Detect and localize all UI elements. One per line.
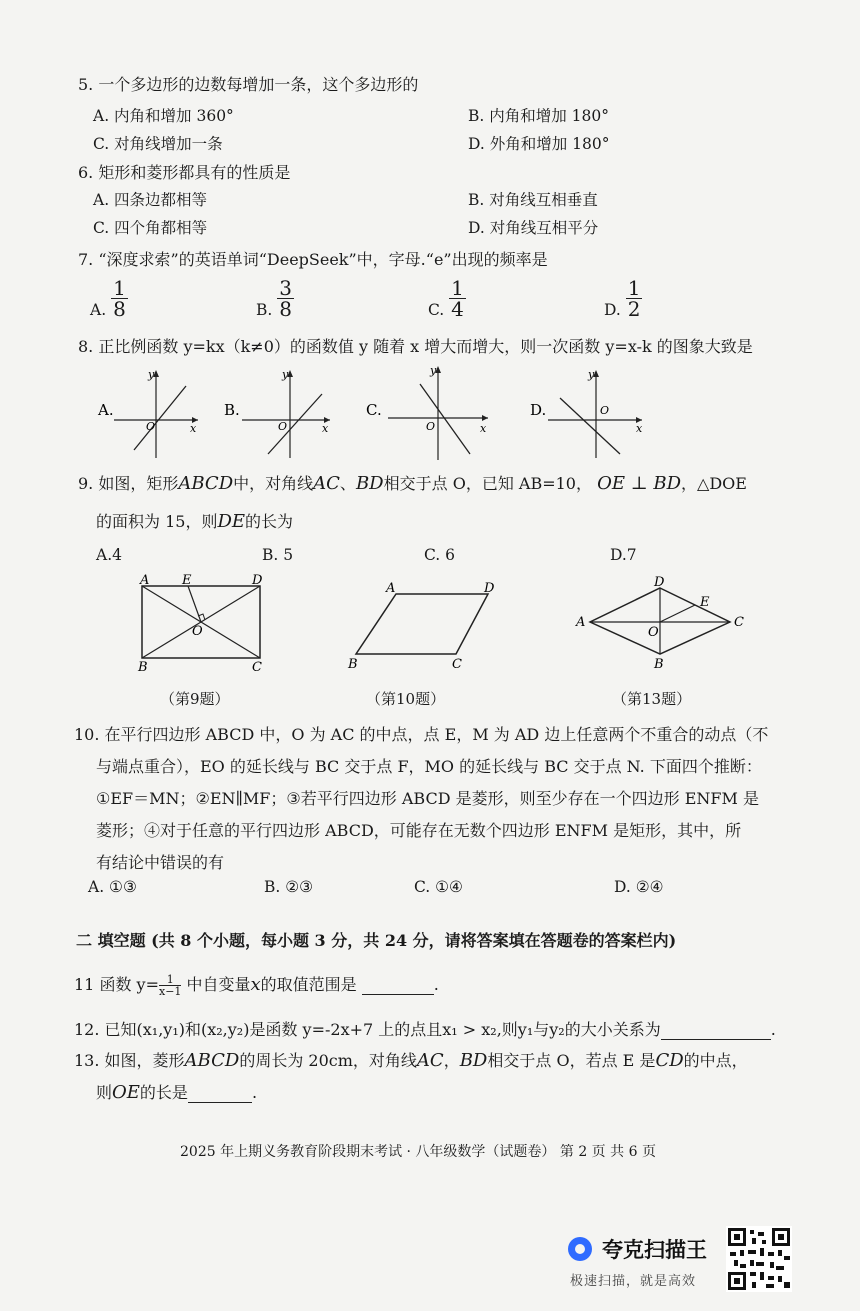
figure-13-rhombus: [575, 575, 744, 672]
q7-option-label: C.: [428, 301, 445, 319]
q13-line-2: [96, 1080, 257, 1103]
figures-row: [130, 572, 770, 682]
q13-line-1: [74, 1048, 748, 1071]
q8-axis-x: x: [480, 422, 487, 435]
fig9-caption: （第9题）: [160, 690, 230, 708]
q10-option-a: A. ①③: [88, 878, 137, 896]
q12-text: .: [770, 1020, 776, 1039]
fraction-numerator: 1: [451, 276, 464, 300]
q13-text: ，: [443, 1051, 460, 1070]
q8-graph-b: [224, 368, 330, 458]
fig10-vertex-a: A: [386, 581, 396, 596]
q5-option-a: A. 内角和增加 360°: [93, 107, 234, 125]
q7-option-a: [90, 278, 128, 319]
qr-code-icon: [726, 1226, 792, 1292]
q11-text: .: [433, 975, 439, 994]
q8-graph-d: [530, 368, 643, 458]
section-2-title: 二 填空题 (共 8 个小题，每小题 3 分，共 24 分，请将答案填在答题卷的答案栏内): [76, 931, 677, 950]
q9-stem-line2: [96, 509, 293, 532]
q9-option-c: C. 6: [424, 546, 456, 564]
watermark-brand: 夸克扫描王: [602, 1238, 707, 1262]
q8-axis-x: x: [322, 422, 329, 435]
answer-blank: [661, 1020, 771, 1040]
q10-line-4: 菱形；④对于任意的平行四边形 ABCD，可能存在无数个四边形 ENFM 是矩形，其中，所: [96, 821, 742, 840]
q9-text: 9. 如图，矩形: [78, 474, 179, 493]
q13-segment-cd: CD: [655, 1050, 684, 1071]
q13-text: 的长是: [139, 1083, 188, 1102]
q13-text: 相交于点 O，若点 E 是: [487, 1051, 656, 1070]
q6-stem: 6. 矩形和菱形都具有的性质是: [78, 163, 291, 182]
q13-diagonal-ac: AC: [416, 1050, 444, 1071]
q11-text: 11 函数 y=: [74, 975, 159, 994]
q10-line-5: 有结论中错误的有: [96, 853, 225, 872]
fig13-point-e: E: [700, 595, 710, 610]
q9-rect-name: ABCD: [178, 473, 234, 494]
q7-option-c: [428, 278, 466, 319]
fig13-vertex-d: D: [654, 575, 665, 590]
q9-option-d: D.7: [610, 546, 637, 564]
q5-option-c: C. 对角线增加一条: [93, 135, 223, 153]
q10-option-b: B. ②③: [264, 878, 314, 896]
scanner-watermark: [566, 1234, 707, 1264]
q13-text: .: [251, 1083, 258, 1102]
q6-option-a: A. 四条边都相等: [93, 191, 208, 209]
q7-option-b: [256, 278, 294, 319]
q11-text: 的取值范围是: [260, 975, 357, 994]
q7-option-label: D.: [604, 301, 621, 319]
q8-axis-y: y: [282, 368, 289, 381]
q8-label-b: B.: [224, 401, 240, 419]
fraction-denominator: 8: [279, 297, 292, 321]
fraction-denominator: x−1: [158, 985, 182, 998]
q8-origin: O: [278, 420, 288, 433]
q13-diagonal-bd: BD: [459, 1050, 488, 1071]
figure-9-rectangle: [137, 573, 263, 675]
q8-graph-c: [366, 364, 488, 460]
q8-axis-y: y: [588, 368, 595, 381]
answer-blank: [362, 975, 434, 995]
q8-axis-y: y: [148, 368, 155, 381]
q9-diagonal-bd: BD: [355, 473, 384, 494]
q10-line-3: ①EF＝MN；②EN∥MF；③若平行四边形 ABCD 是菱形，则至少存在一个四边形 ENFM 是: [96, 789, 759, 808]
q8-axis-x: x: [636, 422, 643, 435]
answer-blank: [188, 1083, 252, 1103]
q8-origin: O: [600, 404, 610, 417]
q13-segment-oe: OE: [112, 1082, 140, 1103]
q8-axis-y: y: [430, 364, 437, 377]
q13-text: 则: [96, 1083, 113, 1102]
fig13-center-o: O: [648, 625, 659, 640]
fig10-vertex-c: C: [452, 657, 462, 672]
fig10-vertex-d: D: [484, 581, 495, 596]
fig13-vertex-a: A: [576, 615, 586, 630]
fraction-denominator: 8: [113, 297, 126, 321]
fraction-numerator: 1: [113, 276, 126, 300]
figure-10-parallelogram: [347, 581, 495, 672]
fig10-vertex-b: B: [348, 657, 358, 672]
q10-option-d: D. ②④: [614, 878, 664, 896]
fig9-vertex-b: B: [138, 660, 148, 675]
q5-stem: 5. 一个多边形的边数每增加一条，这个多边形的: [78, 75, 419, 94]
q12-text: 12. 已知(x₁,y₁)和(x₂,y₂)是函数 y=-2x+7 上的点且x₁ > x₂,则y₁与y₂的大小关系为: [74, 1020, 661, 1039]
q6-option-d: D. 对角线互相平分: [468, 219, 599, 237]
q9-diagonal-ac: AC: [313, 473, 340, 494]
fig13-vertex-b: B: [654, 657, 664, 672]
fraction-denominator: 2: [627, 297, 641, 321]
fig9-point-e: E: [182, 573, 192, 588]
q5-option-b: B. 内角和增加 180°: [468, 107, 610, 125]
q13-text: 13. 如图，菱形: [74, 1051, 185, 1070]
q7-option-label: B.: [256, 301, 273, 319]
q9-text: 中，对角线: [233, 474, 314, 493]
fig9-center-o: O: [192, 624, 203, 639]
q8-label-c: C.: [366, 401, 382, 419]
q5-option-d: D. 外角和增加 180°: [468, 135, 610, 153]
q6-option-c: C. 四个角都相等: [93, 219, 208, 237]
q9-option-b: B. 5: [262, 546, 294, 564]
q8-origin: O: [426, 420, 436, 433]
fig9-vertex-d: D: [252, 573, 263, 588]
q9-text: 的长为: [245, 512, 294, 531]
q9-text: ，△DOE: [681, 474, 747, 493]
q9-text: 的面积为 15，则: [96, 512, 218, 531]
q6-option-b: B. 对角线互相垂直: [468, 191, 598, 209]
q9-stem-line1: [78, 471, 747, 494]
q13-text: 的中点，: [683, 1051, 748, 1070]
q7-option-label: A.: [90, 301, 107, 319]
q8-label-a: A.: [98, 401, 114, 419]
fig9-vertex-a: A: [140, 573, 150, 588]
q8-stem: 8. 正比例函数 y=kx（k≠0）的函数值 y 随着 x 增大而增大，则一次函数 y=x-k 的图象大致是: [78, 337, 753, 356]
q8-label-d: D.: [530, 401, 547, 419]
fig9-vertex-c: C: [252, 660, 262, 675]
fig10-caption: （第10题）: [366, 690, 446, 708]
fraction-numerator: 3: [279, 276, 292, 300]
fig13-vertex-c: C: [734, 615, 744, 630]
q7-option-d: [604, 278, 642, 319]
fraction-numerator: 1: [159, 974, 181, 986]
q9-text: 、: [339, 474, 356, 493]
q13-rhombus-name: ABCD: [184, 1050, 240, 1071]
q13-text: 的周长为 20cm，对角线: [239, 1051, 417, 1070]
q11-variable: x: [250, 974, 261, 995]
q7-stem: 7. “深度求索”的英语单词“DeepSeek”中，字母.“e”出现的频率是: [78, 250, 548, 269]
q9-segment-de: DE: [217, 511, 246, 532]
q10-line-1: 10. 在平行四边形 ABCD 中，O 为 AC 的中点，点 E，M 为 AD 边上任意两个不重合的动点（不: [74, 725, 769, 744]
quark-logo-icon: [566, 1235, 594, 1263]
q10-option-c: C. ①④: [414, 878, 463, 896]
q11-text: 中自变量: [181, 975, 251, 994]
watermark-slogan: 极速扫描，就是高效: [570, 1274, 697, 1289]
fig13-caption: （第13题）: [612, 690, 692, 708]
q11: [74, 972, 439, 997]
page-footer: 2025 年上期义务教育阶段期末考试 · 八年级数学（试题卷） 第 2 页 共 6 页: [180, 1144, 656, 1160]
fraction-denominator: 4: [451, 297, 464, 321]
fraction-numerator: 1: [627, 276, 641, 300]
q8-graph-a: [97, 368, 198, 458]
q12: [74, 1017, 776, 1040]
q8-graph-options: [90, 362, 750, 462]
q9-text: 相交于点 O，已知 AB=10，: [383, 474, 592, 493]
q9-perpendicular: OE ⊥ BD: [597, 473, 682, 494]
q10-line-2: 与端点重合），EO 的延长线与 BC 交于点 F，MO 的延长线与 BC 交于点 N. 下面四个推断：: [96, 757, 762, 776]
q9-option-a: A.4: [96, 546, 122, 564]
q8-axis-x: x: [190, 422, 197, 435]
q8-origin: O: [146, 420, 156, 433]
